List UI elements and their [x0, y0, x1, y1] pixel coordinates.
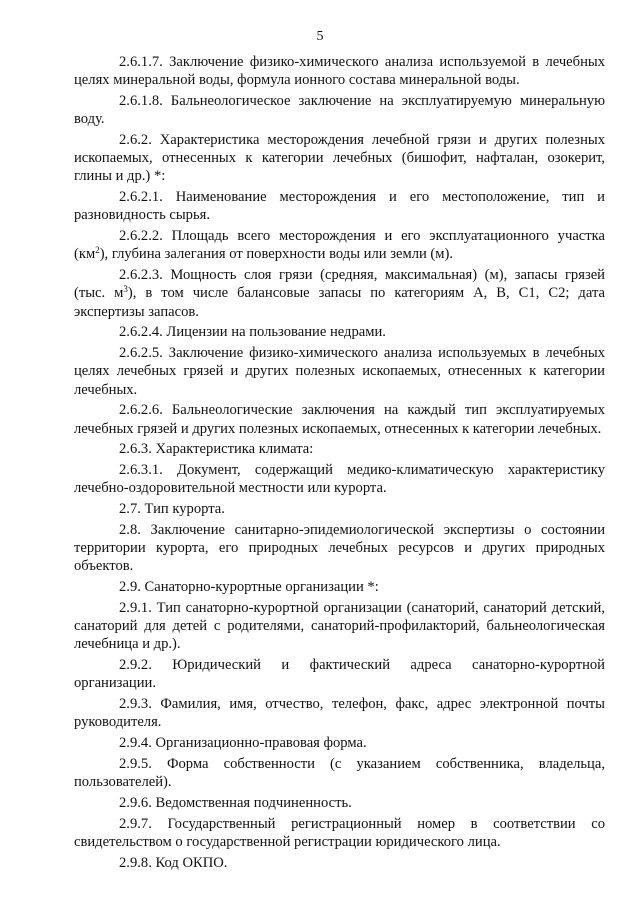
paragraph-2-6-2-3	[74, 266, 605, 321]
paragraph-2-6-1-8: 2.6.1.8. Бальнеологическое заключение на эксплуатируемую минеральную воду.	[74, 93, 605, 128]
paragraph-2-6-2-4: 2.6.2.4. Лицензии на пользование недрами.	[119, 324, 386, 341]
paragraph-text: 2.6.2.3. Мощность слоя грязи (средняя, максимальная) (м), запасы грязей (тыс. м	[74, 267, 605, 302]
paragraph-2-9-1: 2.9.1. Тип санаторно-курортной организации (санаторий, санаторий детский, санаторий для детей с родителями, санаторий-профилакторий, бальнеологическая лечебница и др.).	[74, 600, 605, 653]
superscript: 3	[123, 284, 128, 295]
paragraph-2-8: 2.8. Заключение санитарно-эпидемиологической экспертизы о состоянии территории курорта, его природных лечебных ресурсов и других природных объектов.	[74, 522, 605, 575]
paragraph-2-9-4: 2.9.4. Организационно-правовая форма.	[119, 735, 367, 752]
paragraph-2-6-2-2	[74, 227, 605, 263]
paragraph-2-6-1-7: 2.6.1.7. Заключение физико-химического анализа используемой в лечебных целях минеральной воды, формула ионного состава минеральной воды.	[74, 54, 605, 89]
paragraph-2-9-8: 2.9.8. Код ОКПО.	[119, 854, 228, 871]
paragraph-2-9-3: 2.9.3. Фамилия, имя, отчество, телефон, факс, адрес электронной почты руководителя.	[74, 696, 605, 731]
superscript: 2	[95, 245, 100, 256]
paragraph-2-9-7: 2.9.7. Государственный регистрационный номер в соответствии со свидетельством о государственной регистрации юридического лица.	[74, 815, 605, 850]
paragraph-2-6-3: 2.6.3. Характеристика климата:	[119, 441, 314, 458]
paragraph-2-6-2-6: 2.6.2.6. Бальнеологические заключения на каждый тип эксплуатируемых лечебных грязей и других полезных ископаемых, отнесенных к категории лечебных.	[74, 402, 605, 437]
document-body	[74, 53, 605, 875]
paragraph-2-9: 2.9. Санаторно-курортные организации *:	[119, 579, 379, 596]
paragraph-2-7: 2.7. Тип курорта.	[119, 501, 225, 518]
paragraph-2-6-2: 2.6.2. Характеристика месторождения лечебной грязи и других полезных ископаемых, отнесенных к категории лечебных (бишофит, нафталан, озокерит, глины и др.) *:	[74, 132, 605, 185]
paragraph-text: 2.6.2.2. Площадь всего месторождения и его эксплуатационного участка (км	[74, 228, 605, 263]
paragraph-2-9-6: 2.9.6. Ведомственная подчиненность.	[119, 795, 352, 811]
paragraph-2-6-3-1: 2.6.3.1. Документ, содержащий медико-климатическую характеристику лечебно-оздоровительной местности или курорта.	[74, 462, 605, 497]
paragraph-text: ), в том числе балансовые запасы по категориям А, В, С1, С2; дата экспертизы запасов.	[74, 285, 605, 320]
paragraph-text: ), глубина залегания от поверхности воды или земли (м).	[99, 246, 454, 263]
paragraph-2-9-2: 2.9.2. Юридический и фактический адреса санаторно-курортной организации.	[74, 657, 605, 692]
paragraph-2-6-2-5: 2.6.2.5. Заключение физико-химического анализа используемых в лечебных целях лечебных грязей и других полезных ископаемых, отнесенных к категории лечебных.	[74, 345, 605, 398]
page-number: 5	[316, 29, 324, 44]
paragraph-2-9-5: 2.9.5. Форма собственности (с указанием собственника, владельца, пользователей).	[74, 756, 605, 791]
paragraph-2-6-2-1: 2.6.2.1. Наименование месторождения и его местоположение, тип и разновидность сырья.	[74, 189, 605, 224]
